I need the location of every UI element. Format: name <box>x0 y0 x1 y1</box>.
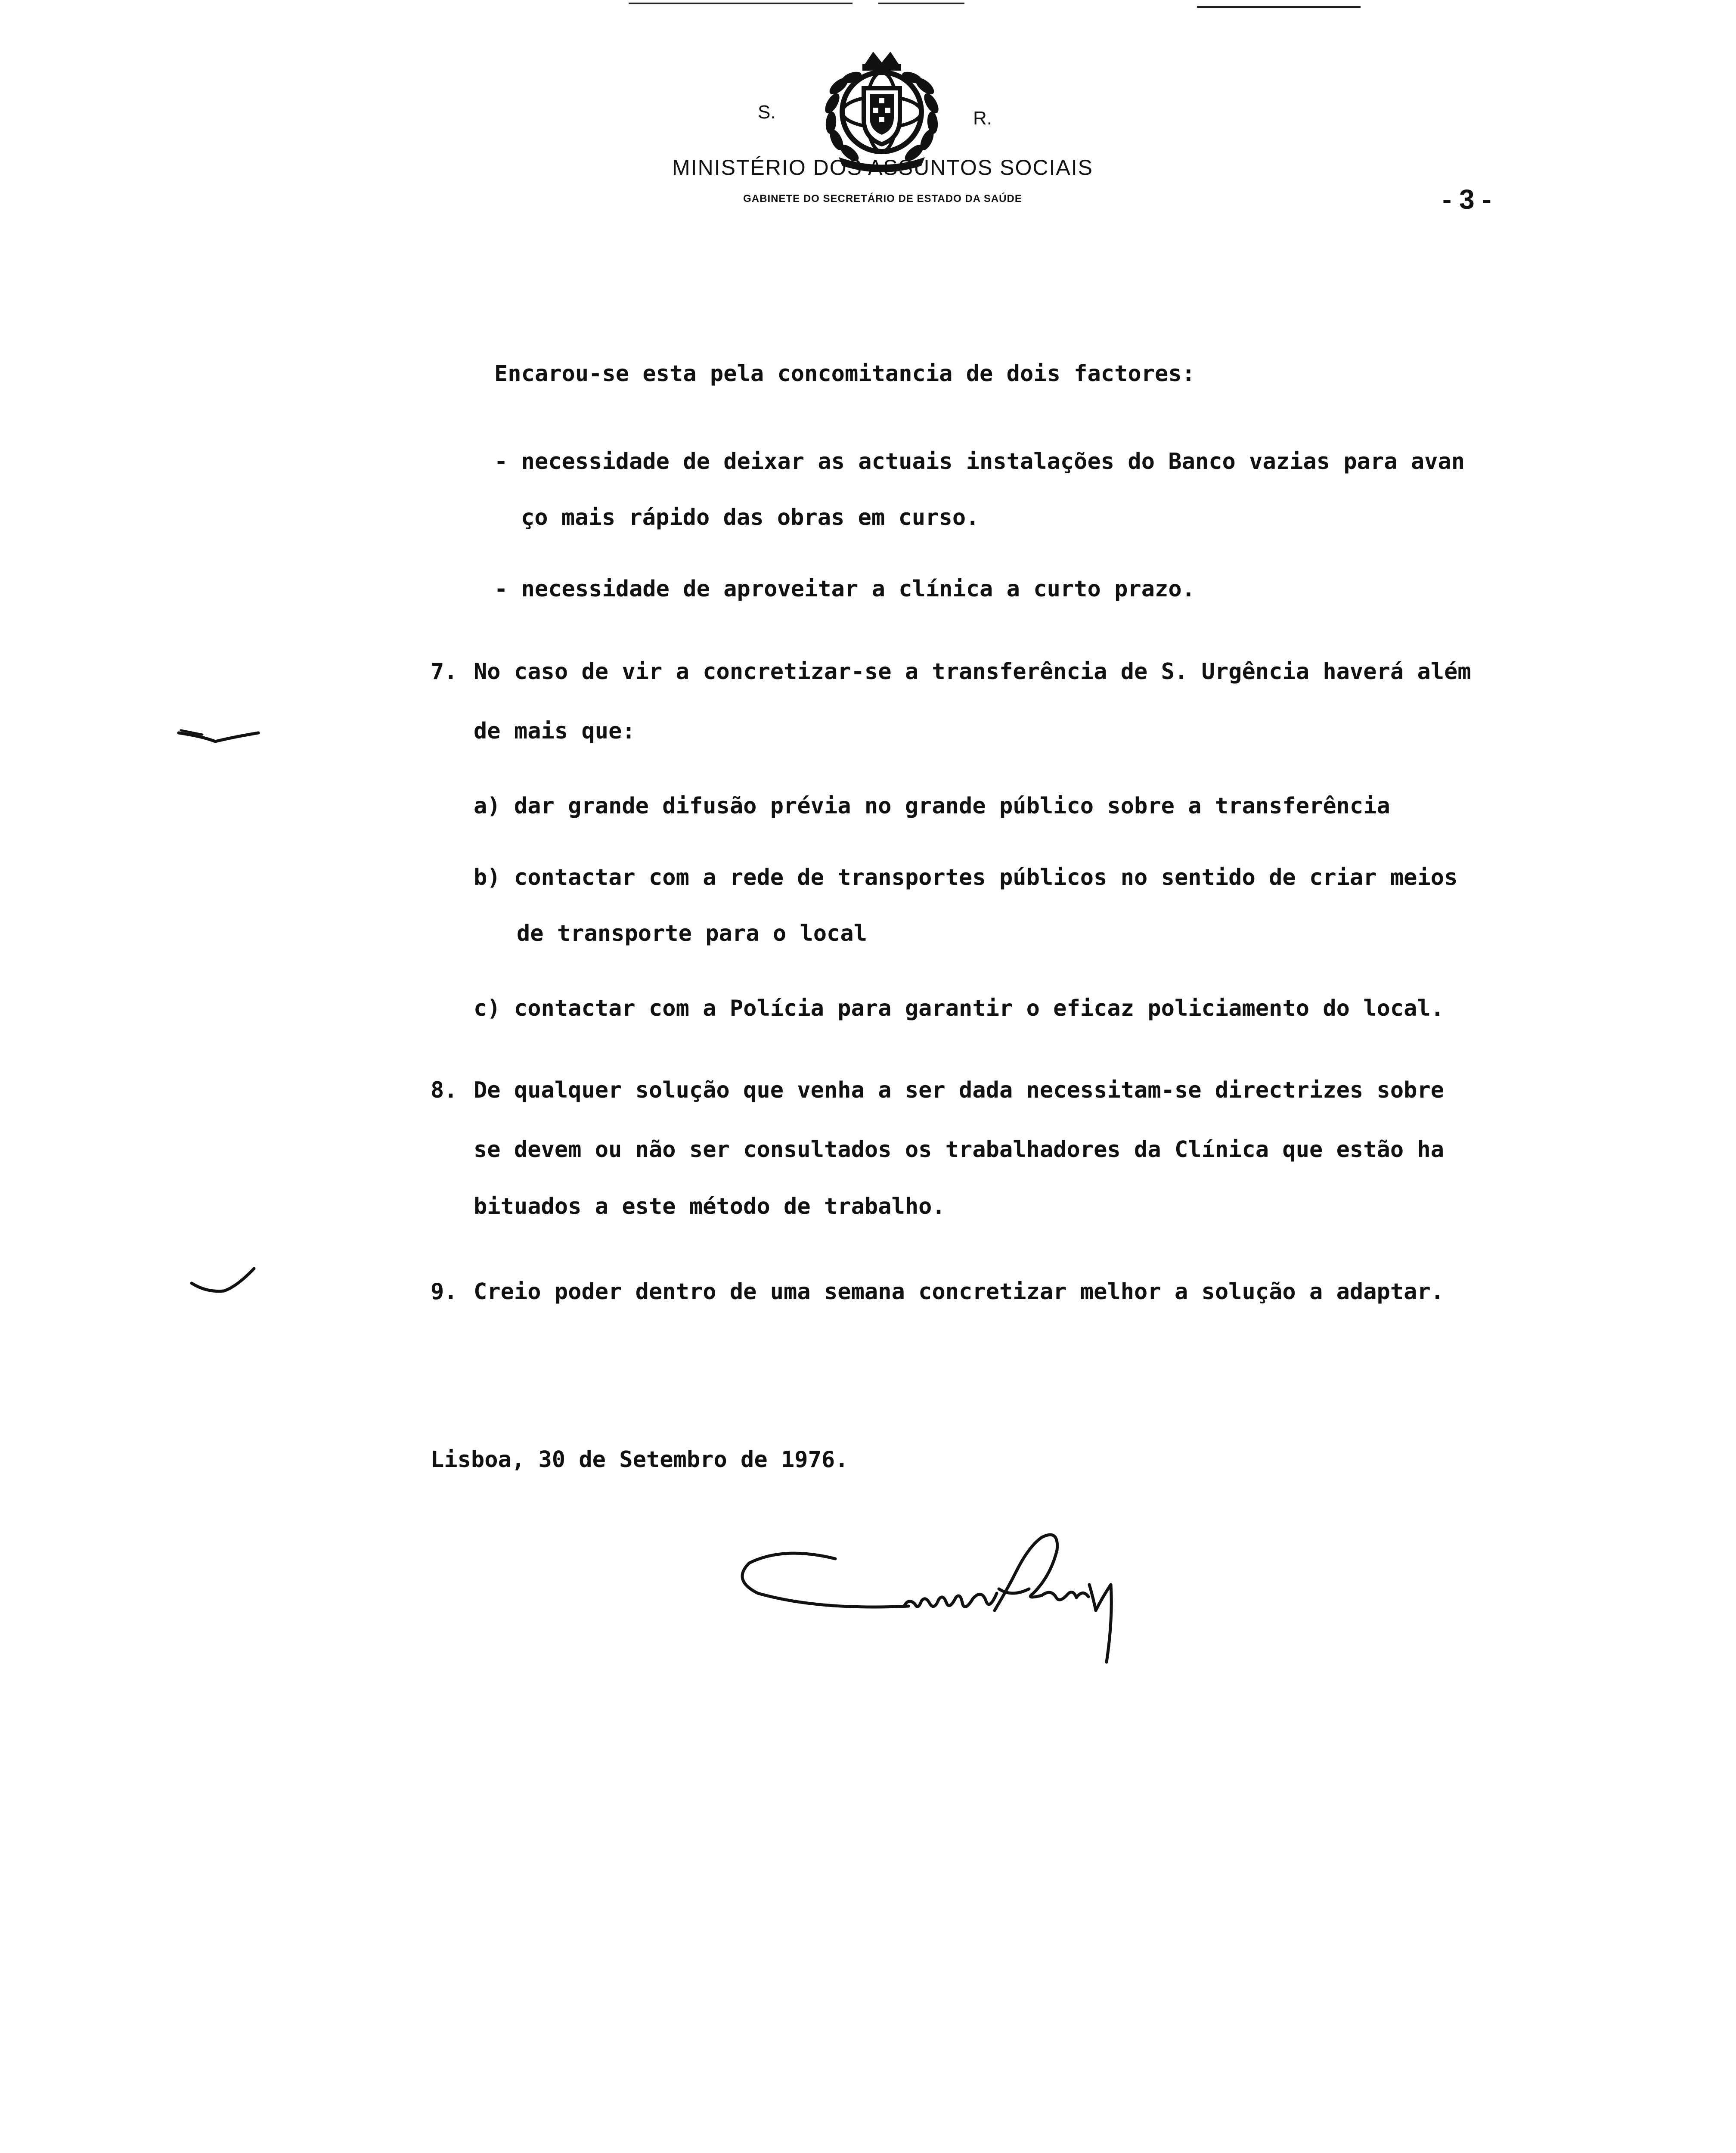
check-mark-icon <box>189 1266 258 1305</box>
item-9-number: 9. <box>431 1279 458 1305</box>
scan-line <box>878 3 964 4</box>
place-and-date: Lisboa, 30 de Setembro de 1976. <box>431 1447 849 1473</box>
item-7-number: 7. <box>431 659 458 685</box>
factor-1-line-2: ço mais rápido das obras em curso. <box>521 505 980 530</box>
letterhead-initial-r: R. <box>973 108 992 129</box>
ministry-name: MINISTÉRIO DOS ASSUNTOS SOCIAIS <box>672 155 1093 180</box>
factor-2: - necessidade de aproveitar a clínica a curto prazo. <box>494 576 1195 602</box>
item-8-line-3: bituados a este método de trabalho. <box>474 1194 946 1219</box>
intro-paragraph: Encarou-se esta pela concomitancia de dois factores: <box>494 361 1195 387</box>
page-number: - 3 - <box>1442 184 1491 215</box>
letterhead-initial-s: S. <box>758 102 776 123</box>
handwritten-signature-icon <box>732 1524 1145 1671</box>
item-7b-line-2: de transporte para o local <box>517 921 867 946</box>
item-7c: c) contactar com a Polícia para garantir o eficaz policiamento do local. <box>474 996 1445 1021</box>
scan-line <box>629 3 852 4</box>
item-7a: a) dar grande difusão prévia no grande público sobre a transferência <box>474 793 1390 819</box>
item-9: Creio poder dentro de uma semana concretizar melhor a solução a adaptar. <box>474 1279 1445 1305</box>
check-mark-icon <box>177 723 263 749</box>
item-8-number: 8. <box>431 1077 458 1103</box>
cabinet-name: GABINETE DO SECRETÁRIO DE ESTADO DA SAÚDE <box>743 193 1022 205</box>
coat-of-arms-icon <box>809 47 955 172</box>
item-7b-line-1: b) contactar com a rede de transportes públicos no sentido de criar meios <box>474 865 1458 890</box>
item-8-line-1: De qualquer solução que venha a ser dada necessitam-se directrizes sobre <box>474 1077 1445 1103</box>
factor-1-line-1: - necessidade de deixar as actuais instalações do Banco vazias para avan <box>494 449 1465 475</box>
item-8-line-2: se devem ou não ser consultados os trabalhadores da Clínica que estão ha <box>474 1137 1445 1163</box>
item-7-line-2: de mais que: <box>474 718 636 744</box>
scan-line <box>1197 6 1361 8</box>
item-7-line-1: No caso de vir a concretizar-se a transferência de S. Urgência haverá além <box>474 659 1471 685</box>
